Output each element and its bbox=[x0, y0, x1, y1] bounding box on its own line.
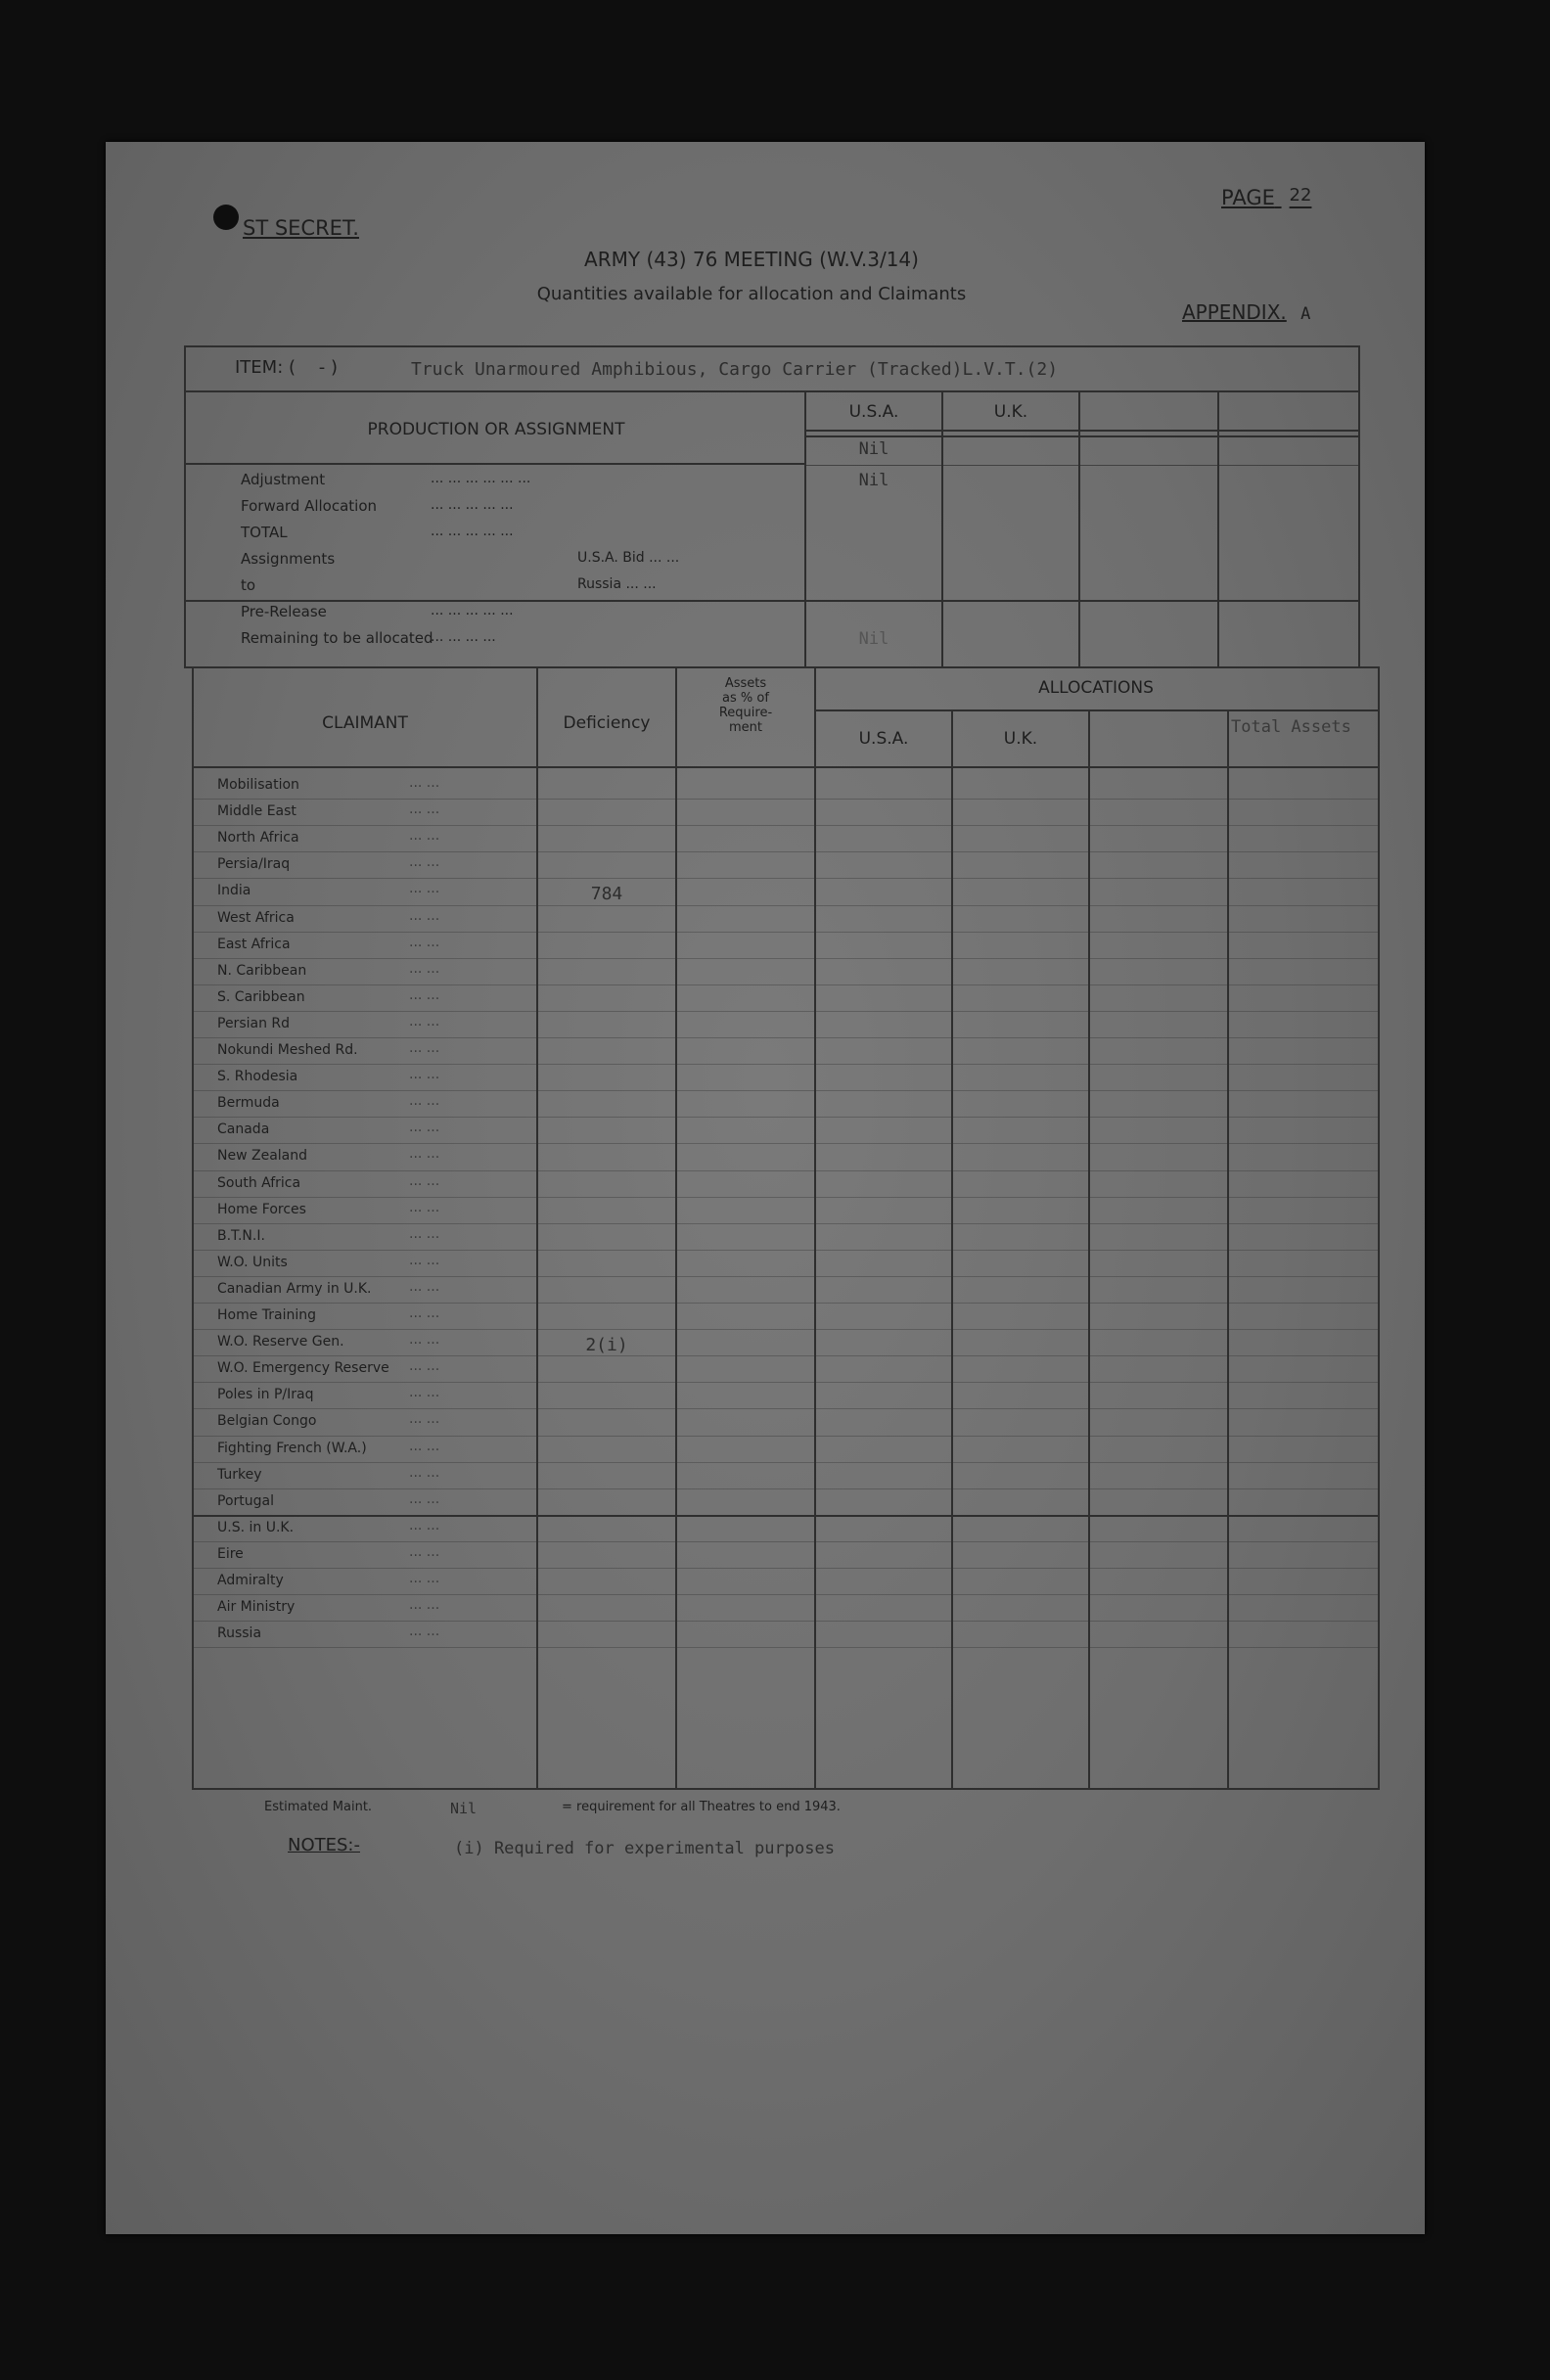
claim-row-rule bbox=[194, 984, 1378, 985]
item-divider bbox=[186, 390, 1358, 392]
claimant-name: Persia/Iraq bbox=[217, 856, 291, 873]
claim-row-rule bbox=[194, 1355, 1378, 1356]
page-subtitle: Quantities available for allocation and Claimants bbox=[536, 284, 967, 304]
claimant-name: Home Training bbox=[217, 1307, 317, 1323]
claim-row-rule bbox=[194, 851, 1378, 852]
claim-row-rule bbox=[194, 1037, 1378, 1038]
claimant-name: Air Ministry bbox=[217, 1599, 296, 1616]
claimant-leader: ... ... bbox=[409, 801, 440, 818]
deficiency-heading: Deficiency bbox=[563, 713, 651, 733]
prod-col-header-rule bbox=[806, 430, 1358, 432]
claimant-name: Portugal bbox=[217, 1492, 274, 1509]
prod-col-line-4 bbox=[1217, 390, 1219, 666]
claimant-leader: ... ... bbox=[409, 934, 440, 950]
page-label-text: PAGE bbox=[1221, 186, 1275, 209]
notes-label: NOTES:- bbox=[288, 1835, 360, 1855]
claimant-leader: ... ... bbox=[409, 1278, 440, 1295]
production-row-usa-value: Nil bbox=[858, 471, 889, 490]
appendix-letter: A bbox=[1300, 304, 1311, 324]
claimant-leader: ... ... bbox=[409, 1490, 440, 1507]
claimant-name: W.O. Units bbox=[217, 1254, 288, 1270]
claimant-name: W.O. Reserve Gen. bbox=[217, 1334, 344, 1350]
prod-col-header-rule-2 bbox=[806, 435, 1358, 437]
item-code: - ) bbox=[318, 357, 338, 378]
claimant-name: Admiralty bbox=[217, 1573, 284, 1588]
claim-row-rule bbox=[194, 905, 1378, 906]
allocations-heading: ALLOCATIONS bbox=[1038, 678, 1154, 698]
claimant-deficiency: 784 bbox=[590, 884, 623, 905]
claimant-name: Eire bbox=[217, 1545, 244, 1562]
claimant-leader: ... ... bbox=[409, 1624, 440, 1640]
claimant-leader: ... ... bbox=[409, 1464, 440, 1481]
estimated-label: Estimated Maint. bbox=[264, 1800, 373, 1814]
prod-top-usa-value: Nil bbox=[858, 439, 889, 459]
production-row-label: Pre-Release bbox=[241, 603, 327, 620]
claim-row-rule bbox=[194, 1568, 1378, 1569]
claim-row-rule bbox=[194, 932, 1378, 933]
claimant-leader: ... ... bbox=[409, 960, 440, 977]
claimant-leader: ... ... bbox=[409, 775, 440, 791]
assets-heading bbox=[677, 676, 814, 735]
claimant-name: North Africa bbox=[217, 830, 299, 847]
appendix-label bbox=[1182, 300, 1310, 324]
claim-row-rule bbox=[194, 799, 1378, 800]
claim-row-rule bbox=[194, 1223, 1378, 1224]
assets-heading-line-1: Assets bbox=[724, 676, 767, 691]
claimant-name: Middle East bbox=[217, 803, 296, 820]
claimant-leader: ... ... bbox=[409, 1597, 440, 1614]
claim-row-rule bbox=[194, 825, 1378, 826]
page-number: 22 bbox=[1289, 185, 1312, 206]
claim-row-rule bbox=[194, 1462, 1378, 1463]
claimant-name: U.S. in U.K. bbox=[217, 1519, 295, 1535]
claimant-leader: ... ... bbox=[409, 1093, 440, 1110]
prod-col-line-3 bbox=[1078, 390, 1080, 666]
assets-heading-line-2: as % of bbox=[722, 691, 769, 706]
claimant-leader: ... ... bbox=[409, 1305, 440, 1321]
production-row-label: Assignments bbox=[241, 550, 336, 568]
claimant-deficiency: 2(i) bbox=[585, 1335, 628, 1356]
claim-row-rule bbox=[194, 1197, 1378, 1198]
allocations-rule bbox=[816, 709, 1378, 711]
claimant-name: Canada bbox=[217, 1121, 270, 1138]
production-row-rule bbox=[186, 600, 1358, 602]
claimant-name: Canadian Army in U.K. bbox=[217, 1280, 372, 1297]
claimant-leader: ... ... bbox=[409, 1543, 440, 1560]
prod-col-usa: U.S.A. bbox=[848, 402, 899, 422]
production-row-label: TOTAL bbox=[241, 524, 288, 541]
claim-row-rule bbox=[194, 1382, 1378, 1383]
claimant-leader: ... ... bbox=[409, 1120, 440, 1136]
claimant-name: Nokundi Meshed Rd. bbox=[217, 1042, 358, 1058]
production-row-leader: ... ... ... ... ... bbox=[431, 603, 514, 618]
claim-row-rule bbox=[194, 1090, 1378, 1091]
claimant-leader: ... ... bbox=[409, 1225, 440, 1242]
claims-table bbox=[192, 666, 1380, 1790]
claim-row-rule bbox=[194, 1011, 1378, 1012]
claimant-name: Mobilisation bbox=[217, 777, 299, 793]
claimant-leader: ... ... bbox=[409, 1172, 440, 1189]
estimated-value: Nil bbox=[450, 1800, 478, 1817]
claimant-leader: ... ... bbox=[409, 1252, 440, 1268]
production-row-leader: ... ... ... ... bbox=[431, 629, 496, 645]
claim-row-rule bbox=[194, 1170, 1378, 1171]
security-classification: ST SECRET. bbox=[243, 216, 359, 240]
claimant-leader: ... ... bbox=[409, 1332, 440, 1349]
production-row-leader: ... ... ... ... ... bbox=[431, 497, 514, 513]
claim-row-rule bbox=[194, 1647, 1378, 1648]
claims-header-rule bbox=[194, 766, 1378, 768]
assets-heading-line-4: ment bbox=[729, 720, 762, 735]
production-row-leader: Russia ... ... bbox=[577, 576, 657, 592]
claimant-leader: ... ... bbox=[409, 1040, 440, 1056]
page-title: ARMY (43) 76 MEETING (W.V.3/14) bbox=[584, 248, 919, 271]
claim-row-rule bbox=[194, 1143, 1378, 1144]
claim-row-rule bbox=[194, 1276, 1378, 1277]
production-heading-rule bbox=[186, 463, 806, 465]
prod-col-line-2 bbox=[941, 390, 943, 666]
claim-row-rule bbox=[194, 1541, 1378, 1542]
claimant-name: South Africa bbox=[217, 1174, 301, 1191]
claimant-name: Fighting French (W.A.) bbox=[217, 1440, 367, 1456]
claim-row-rule bbox=[194, 1621, 1378, 1622]
prod-col-uk: U.K. bbox=[993, 402, 1028, 422]
production-row-usa-value: Nil bbox=[858, 629, 889, 649]
production-row-label: Remaining to be allocated bbox=[241, 629, 433, 647]
appendix-text: APPENDIX. bbox=[1182, 300, 1287, 324]
production-row-leader: U.S.A. Bid ... ... bbox=[577, 550, 680, 566]
prod-col-line-1 bbox=[804, 390, 806, 666]
claimant-heading: CLAIMANT bbox=[322, 713, 408, 733]
claimant-leader: ... ... bbox=[409, 1438, 440, 1454]
claimant-leader: ... ... bbox=[409, 1385, 440, 1401]
alloc-col-total-assets: Total Assets bbox=[1231, 717, 1351, 737]
claimant-leader: ... ... bbox=[409, 1067, 440, 1083]
claims-section-rule bbox=[194, 1515, 1378, 1517]
alloc-col-usa: U.S.A. bbox=[858, 729, 909, 749]
claimant-name: S. Caribbean bbox=[217, 988, 305, 1005]
claim-row-rule bbox=[194, 1303, 1378, 1304]
prod-top-rule bbox=[806, 465, 1358, 466]
claimant-leader: ... ... bbox=[409, 1358, 440, 1375]
production-row-leader: ... ... ... ... ... ... bbox=[431, 471, 531, 486]
claimant-name: W.O. Emergency Reserve bbox=[217, 1360, 389, 1377]
production-row-label: Adjustment bbox=[241, 471, 326, 488]
claimant-name: N. Caribbean bbox=[217, 962, 307, 979]
notes-text: (i) Required for experimental purposes bbox=[454, 1839, 835, 1858]
claimant-name: Turkey bbox=[217, 1466, 262, 1483]
claimant-leader: ... ... bbox=[409, 1411, 440, 1428]
assets-heading-line-3: Require- bbox=[718, 706, 773, 720]
item-label bbox=[235, 357, 338, 378]
punch-hole bbox=[213, 205, 239, 230]
claim-row-rule bbox=[194, 1408, 1378, 1409]
claimant-name: B.T.N.I. bbox=[217, 1227, 265, 1244]
claimant-leader: ... ... bbox=[409, 907, 440, 924]
claim-row-rule bbox=[194, 878, 1378, 879]
production-row-leader: ... ... ... ... ... bbox=[431, 524, 514, 539]
claim-row-rule bbox=[194, 958, 1378, 959]
claimant-name: Russia bbox=[217, 1625, 262, 1642]
claimant-leader: ... ... bbox=[409, 854, 440, 871]
claimant-leader: ... ... bbox=[409, 1517, 440, 1533]
claim-row-rule bbox=[194, 1594, 1378, 1595]
claimant-name: Home Forces bbox=[217, 1201, 306, 1217]
estimated-note: = requirement for all Theatres to end 1943. bbox=[562, 1800, 841, 1814]
claimant-name: India bbox=[217, 883, 251, 899]
page-label bbox=[1221, 185, 1311, 209]
alloc-col-uk: U.K. bbox=[1003, 729, 1038, 749]
claimant-name: Belgian Congo bbox=[217, 1413, 317, 1430]
production-heading: PRODUCTION OR ASSIGNMENT bbox=[367, 420, 625, 439]
claimant-name: West Africa bbox=[217, 909, 295, 926]
claim-row-rule bbox=[194, 1064, 1378, 1065]
claimant-leader: ... ... bbox=[409, 1146, 440, 1163]
production-row-label: to bbox=[241, 576, 256, 594]
claimant-leader: ... ... bbox=[409, 828, 440, 845]
document-page bbox=[106, 142, 1425, 2234]
claimant-name: Poles in P/Iraq bbox=[217, 1387, 314, 1403]
claimant-name: Persian Rd bbox=[217, 1015, 291, 1031]
claim-row-rule bbox=[194, 1488, 1378, 1489]
claimant-leader: ... ... bbox=[409, 986, 440, 1003]
claim-row-rule bbox=[194, 1117, 1378, 1118]
production-table bbox=[184, 345, 1360, 668]
claimant-name: S. Rhodesia bbox=[217, 1069, 298, 1085]
claimant-leader: ... ... bbox=[409, 881, 440, 897]
claim-row-rule bbox=[194, 1329, 1378, 1330]
production-row-label: Forward Allocation bbox=[241, 497, 378, 515]
claim-row-rule bbox=[194, 1250, 1378, 1251]
item-description: Truck Unarmoured Amphibious, Cargo Carrier (Tracked)L.V.T.(2) bbox=[411, 359, 1059, 380]
item-prefix: ITEM: ( bbox=[235, 357, 296, 378]
claimant-leader: ... ... bbox=[409, 1571, 440, 1586]
claim-row-rule bbox=[194, 1436, 1378, 1437]
claimant-name: Bermuda bbox=[217, 1095, 280, 1112]
claimant-name: New Zealand bbox=[217, 1148, 307, 1165]
claimant-name: East Africa bbox=[217, 936, 291, 952]
claimant-leader: ... ... bbox=[409, 1199, 440, 1215]
claimant-leader: ... ... bbox=[409, 1013, 440, 1030]
